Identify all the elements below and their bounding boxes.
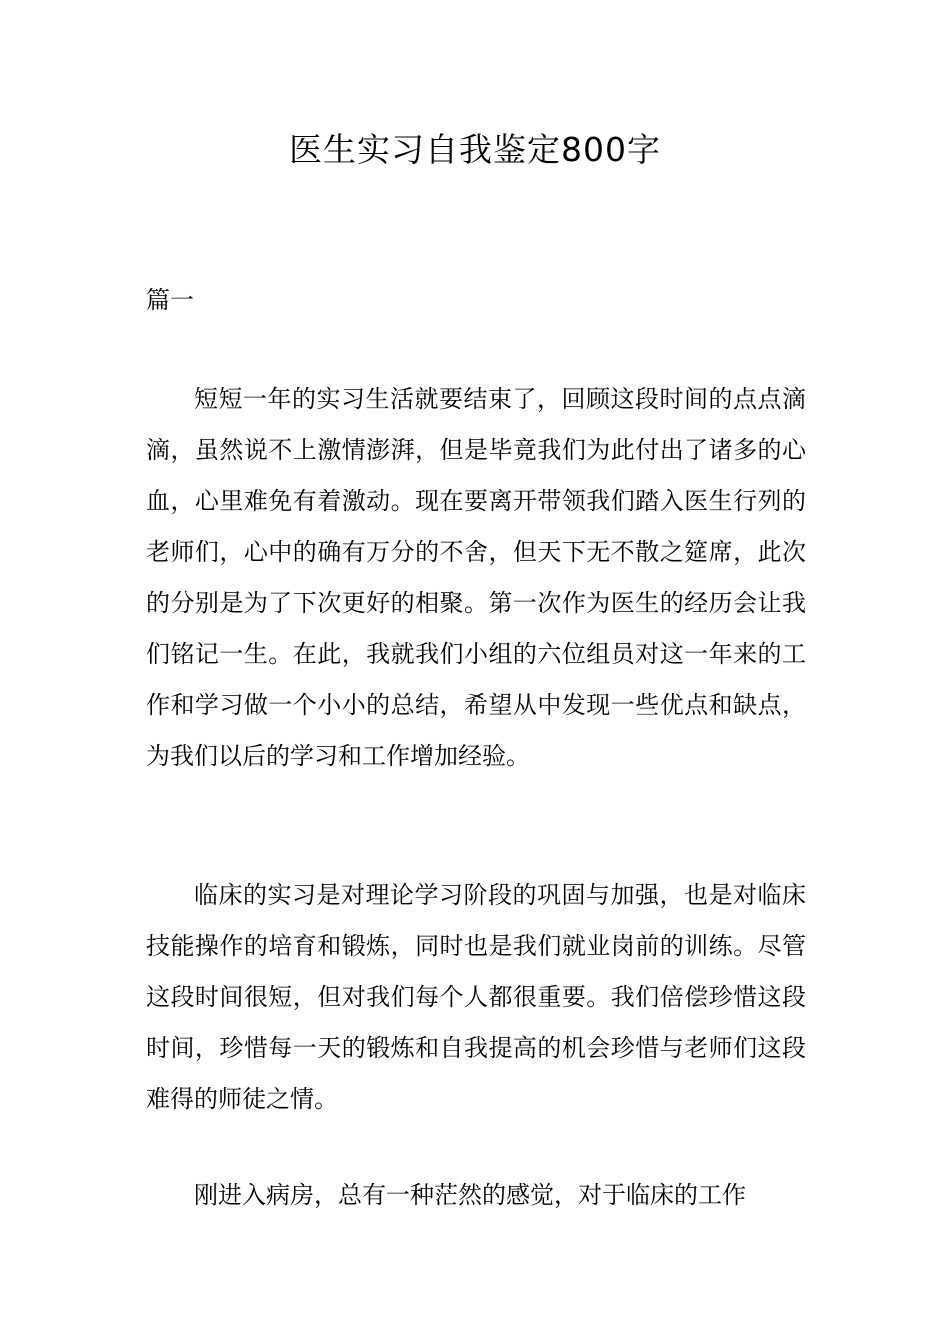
paragraph: 临床的实习是对理论学习阶段的巩固与加强，也是对临床技能操作的培育和锻炼，同时也是我们就业岗前的训练。尽管这段时间很短，但对我们每个人都很重要。我们倍偿珍惜这段时间，珍惜每一天的锻炼和自我提高的机会珍惜与老师们这段难得的师徒之情。 — [146, 881, 806, 1113]
section-label: 篇一 — [146, 286, 194, 314]
paragraph: 短短一年的实习生活就要结束了，回顾这段时间的点点滴滴，虽然说不上激情澎湃，但是毕竟我们为此付出了诸多的心血，心里难免有着激动。现在要离开带领我们踏入医生行列的老师们，心中的确有万分的不舍，但天下无不散之筵席，此次的分别是为了下次更好的相聚。第一次作为医生的经历会让我们铭记一生。在此，我就我们小组的六位组员对这一年来的工作和学习做一个小小的总结，希望从中发现一些优点和缺点，为我们以后的学习和工作增加经验。 — [146, 385, 806, 770]
document-title: 医生实习自我鉴定800字 — [289, 130, 661, 169]
paragraph: 刚进入病房，总有一种茫然的感觉，对于临床的工作 — [194, 1181, 746, 1209]
